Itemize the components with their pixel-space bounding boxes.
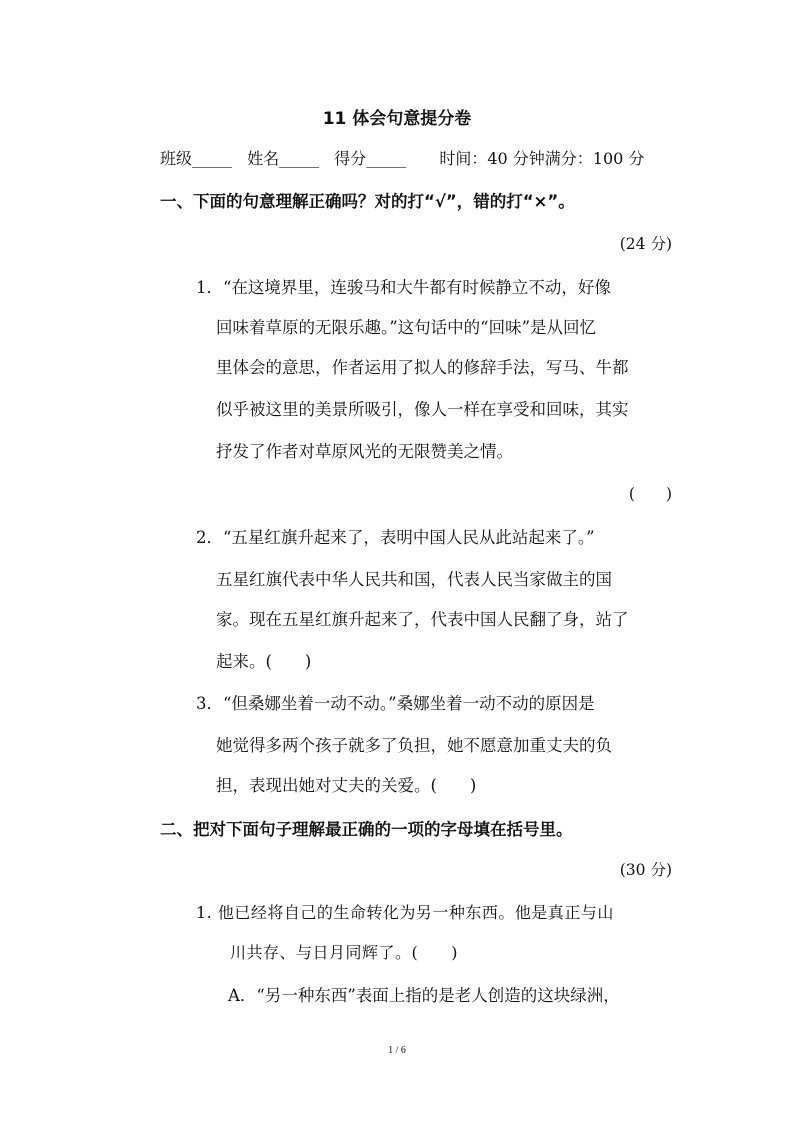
- s1-q2-line-2: 五星红旗代表中华人民共和国，代表人民当家做主的国: [216, 570, 612, 589]
- s1-q3-line-3: 担，表现出她对丈夫的关爱。( ): [216, 776, 477, 795]
- s1-q1-answer-blank[interactable]: ( ): [628, 485, 672, 503]
- s1-q2-line-1: 2．“五星红旗升起来了，表明中国人民从此站起来了。”: [196, 528, 595, 547]
- page-title: 11 体会句意提分卷: [322, 109, 472, 129]
- name-field: 姓名_____: [247, 149, 320, 168]
- page-number: 1 / 6: [388, 1045, 406, 1056]
- time-score-info: 时间：40 分钟满分：100 分: [439, 149, 645, 168]
- score-field: 得分_____: [334, 149, 407, 168]
- s1-q1-line-4: 似乎被这里的美景所吸引，像人一样在享受和回味，其实: [216, 400, 629, 419]
- class-field: 班级_____: [160, 149, 233, 168]
- s1-q2-line-4: 起来。( ): [216, 652, 312, 671]
- section-1-points: (24 分): [619, 235, 672, 253]
- s1-q2-line-3: 家。现在五星红旗升起来了，代表中国人民翻了身，站了: [216, 610, 629, 629]
- s1-q1-line-1: 1．“在这境界里，连骏马和大牛都有时候静立不动，好像: [196, 278, 611, 297]
- s2-q1-line-1: 1. 他已经将自己的生命转化为另一种东西。他是真正与山: [196, 903, 614, 922]
- s1-q3-line-2: 她觉得多两个孩子就多了负担，她不愿意加重丈夫的负: [216, 736, 612, 755]
- s1-q3-line-1: 3．“但桑娜坐着一动不动。”桑娜坐着一动不动的原因是: [196, 694, 595, 713]
- s1-q1-line-5: 抒发了作者对草原风光的无限赞美之情。: [216, 442, 513, 461]
- section-2-heading: 二、把对下面句子理解最正确的一项的字母填在括号里。: [160, 820, 573, 839]
- s2-q1-line-2: 川共存、与日月同辉了。( ): [230, 943, 458, 962]
- section-1-heading: 一、下面的句意理解正确吗？对的打“√”，错的打“×”。: [160, 192, 575, 211]
- student-info-line: [160, 146, 644, 169]
- s1-q1-line-3: 里体会的意思，作者运用了拟人的修辞手法，写马、牛都: [216, 358, 629, 377]
- section-2-points: (30 分): [619, 861, 672, 879]
- s1-q1-line-2: 回味着草原的无限乐趣。”这句话中的“回味”是从回忆: [216, 318, 597, 337]
- s2-q1-option-a: A．“另一种东西”表面上指的是老人创造的这块绿洲，: [228, 986, 620, 1005]
